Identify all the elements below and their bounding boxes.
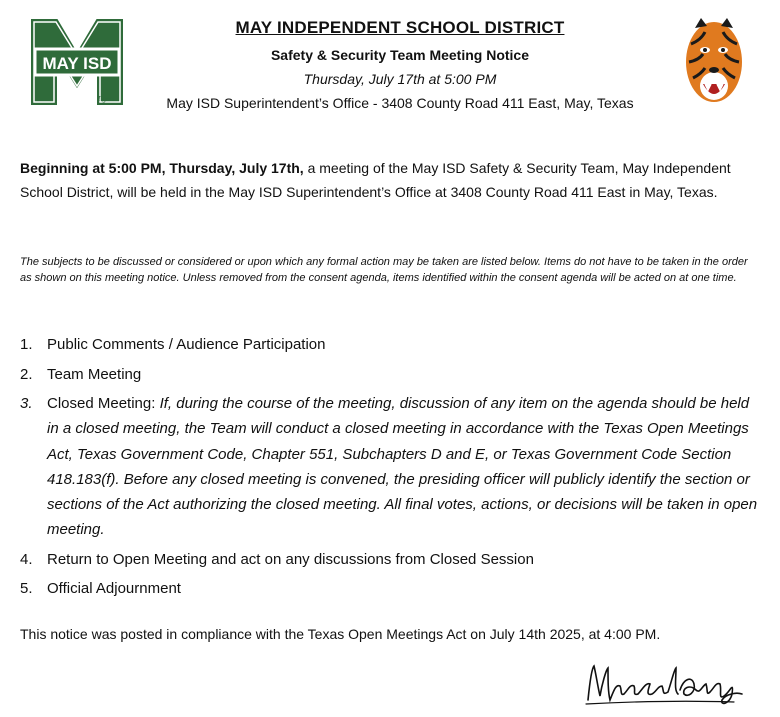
- agenda-item: [20, 576, 760, 602]
- agenda-item-label: Closed Meeting:: [47, 395, 160, 412]
- signature-image: [584, 660, 744, 708]
- agenda-item-label: Team Meeting: [47, 365, 142, 383]
- agenda-item-number: 5.: [20, 580, 33, 598]
- intro-paragraph: [20, 156, 750, 204]
- agenda-item-label: Official Adjournment: [47, 580, 181, 598]
- agenda-item: [20, 391, 760, 543]
- agenda-item-number: 1.: [20, 336, 33, 353]
- agenda-item: [20, 362, 760, 388]
- intro-bold-lead: Beginning at 5:00 PM, Thursday, July 17th,: [20, 160, 304, 176]
- meeting-date-time: Thursday, July 17th at 5:00 PM: [303, 71, 497, 87]
- agenda-item-number: 2.: [20, 365, 33, 383]
- agenda-item-label: Public Comments / Audience Participation: [47, 336, 326, 353]
- notice-title: Safety & Security Team Meeting Notice: [270, 47, 530, 63]
- may-isd-logo: [28, 16, 126, 108]
- intro-text: a meeting of the May ISD Safety & Security Team, May Independent School District, will be held in the May ISD Superintendent’s Office at 3408 County Road 411 East in May, Texas.: [20, 160, 731, 200]
- district-name: MAY INDEPENDENT SCHOOL DISTRICT: [235, 18, 565, 37]
- notice-header: [130, 18, 670, 111]
- agenda-item-number: 4.: [20, 550, 33, 568]
- logo-text: MAY ISD: [42, 54, 112, 73]
- agenda-item: [20, 547, 760, 573]
- agenda-item: [20, 332, 760, 358]
- posted-notice: This notice was posted in compliance with the Texas Open Meetings Act on July 14th 2025, at 4:00 PM.: [20, 626, 661, 642]
- agenda-item-number: 3.: [20, 395, 33, 412]
- logo-mascot-text: Tigers: [97, 95, 115, 103]
- agenda-item-detail: If, during the course of the meeting, discussion of any item on the agenda should be held in a closed meeting, the Team will conduct a closed meeting in accordance with the Texas Open Meetings Act, Texas Government Code, Chapter 551, Subchapters D and E, or Texas Government Code Section 418.183(f). Before any closed meeting is convened, the presiding officer will publicly identify the section or sections of the Act authorizing the closed meeting. All final votes, actions, or decisions will be taken in open meeting.: [47, 395, 758, 539]
- agenda-list: [20, 332, 760, 606]
- agenda-item-label: Return to Open Meeting and act on any discussions from Closed Session: [47, 550, 534, 568]
- meeting-location: May ISD Superintendent’s Office - 3408 County Road 411 East, May, Texas: [166, 95, 634, 111]
- agenda-disclaimer: The subjects to be discussed or considered or upon which any formal action may be taken are listed below. Items do not have to be taken in the order as shown on this meeting notice. Unless removed from the consent agenda, items identified within the consent agenda will be acted on at one time.: [20, 256, 748, 284]
- tiger-mascot-icon: [683, 14, 745, 114]
